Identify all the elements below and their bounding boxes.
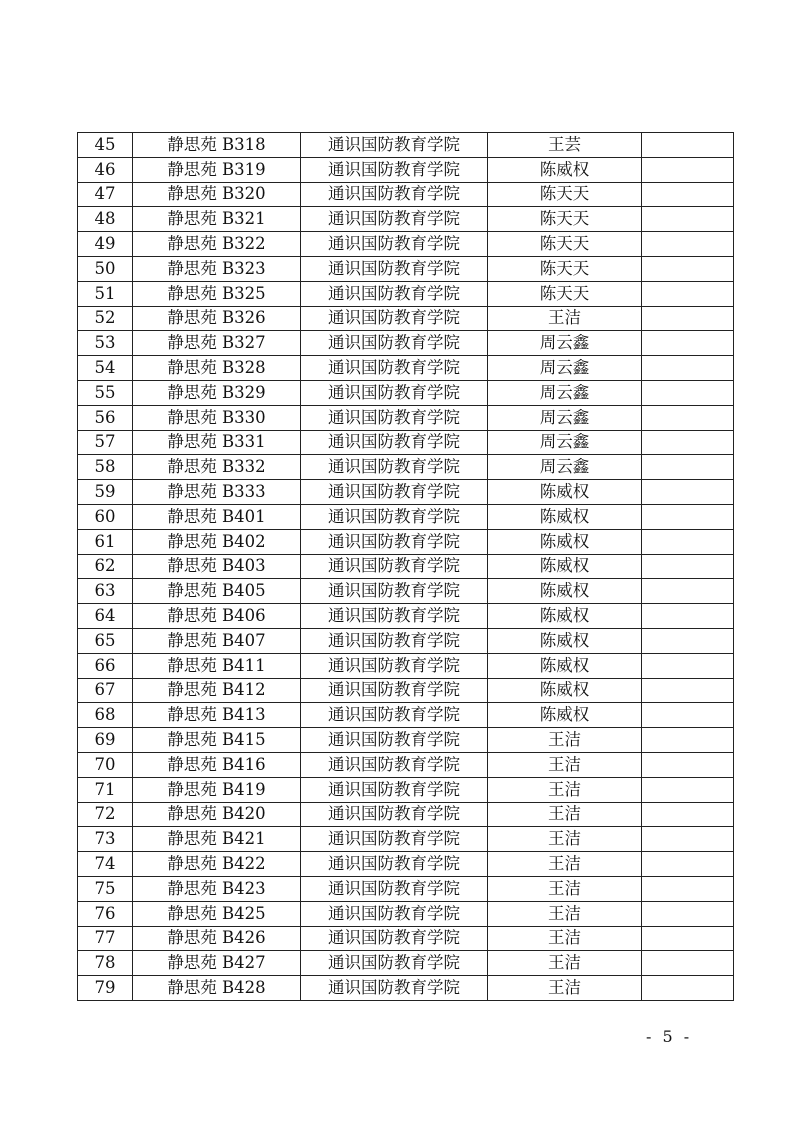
- table-row: [78, 827, 734, 852]
- college-cell: 通识国防教育学院: [301, 480, 488, 505]
- room-cell: 静思苑 B325: [133, 281, 301, 306]
- table-row: [78, 728, 734, 753]
- row-number-cell: 65: [78, 628, 133, 653]
- college-cell: 通识国防教育学院: [301, 777, 488, 802]
- note-cell: [642, 752, 734, 777]
- room-cell: 静思苑 B420: [133, 802, 301, 827]
- table-row: [78, 777, 734, 802]
- college-cell: 通识国防教育学院: [301, 504, 488, 529]
- room-cell: 静思苑 B422: [133, 852, 301, 877]
- row-number-cell: 73: [78, 827, 133, 852]
- room-cell: 静思苑 B318: [133, 133, 301, 158]
- name-cell: 周云鑫: [488, 405, 642, 430]
- room-cell: 静思苑 B329: [133, 380, 301, 405]
- row-number-cell: 79: [78, 976, 133, 1001]
- name-cell: 王芸: [488, 133, 642, 158]
- row-number-cell: 58: [78, 455, 133, 480]
- college-cell: 通识国防教育学院: [301, 604, 488, 629]
- name-cell: 周云鑫: [488, 455, 642, 480]
- room-cell: 静思苑 B405: [133, 579, 301, 604]
- row-number-cell: 60: [78, 504, 133, 529]
- college-cell: 通识国防教育学院: [301, 976, 488, 1001]
- college-cell: 通识国防教育学院: [301, 380, 488, 405]
- note-cell: [642, 554, 734, 579]
- name-cell: 王洁: [488, 852, 642, 877]
- note-cell: [642, 976, 734, 1001]
- row-number-cell: 74: [78, 852, 133, 877]
- table-row: [78, 876, 734, 901]
- row-number-cell: 54: [78, 356, 133, 381]
- table-row: [78, 802, 734, 827]
- note-cell: [642, 232, 734, 257]
- room-cell: 静思苑 B416: [133, 752, 301, 777]
- name-cell: 陈威权: [488, 554, 642, 579]
- name-cell: 陈威权: [488, 628, 642, 653]
- note-cell: [642, 901, 734, 926]
- table-row: [78, 579, 734, 604]
- row-number-cell: 52: [78, 306, 133, 331]
- row-number-cell: 67: [78, 678, 133, 703]
- room-cell: 静思苑 B413: [133, 703, 301, 728]
- note-cell: [642, 604, 734, 629]
- row-number-cell: 51: [78, 281, 133, 306]
- note-cell: [642, 430, 734, 455]
- table-row: [78, 926, 734, 951]
- row-number-cell: 71: [78, 777, 133, 802]
- note-cell: [642, 951, 734, 976]
- college-cell: 通识国防教育学院: [301, 926, 488, 951]
- note-cell: [642, 380, 734, 405]
- row-number-cell: 46: [78, 157, 133, 182]
- name-cell: 王洁: [488, 951, 642, 976]
- name-cell: 陈天天: [488, 207, 642, 232]
- name-cell: 王洁: [488, 777, 642, 802]
- row-number-cell: 68: [78, 703, 133, 728]
- room-cell: 静思苑 B423: [133, 876, 301, 901]
- row-number-cell: 70: [78, 752, 133, 777]
- name-cell: 陈威权: [488, 157, 642, 182]
- name-cell: 王洁: [488, 876, 642, 901]
- name-cell: 王洁: [488, 802, 642, 827]
- room-cell: 静思苑 B330: [133, 405, 301, 430]
- row-number-cell: 64: [78, 604, 133, 629]
- college-cell: 通识国防教育学院: [301, 207, 488, 232]
- name-cell: 陈威权: [488, 504, 642, 529]
- room-cell: 静思苑 B333: [133, 480, 301, 505]
- room-cell: 静思苑 B328: [133, 356, 301, 381]
- row-number-cell: 48: [78, 207, 133, 232]
- note-cell: [642, 728, 734, 753]
- college-cell: 通识国防教育学院: [301, 554, 488, 579]
- name-cell: 王洁: [488, 306, 642, 331]
- row-number-cell: 49: [78, 232, 133, 257]
- college-cell: 通识国防教育学院: [301, 876, 488, 901]
- name-cell: 王洁: [488, 827, 642, 852]
- college-cell: 通识国防教育学院: [301, 281, 488, 306]
- table-row: [78, 455, 734, 480]
- table-row: [78, 504, 734, 529]
- table-row: [78, 480, 734, 505]
- name-cell: 陈威权: [488, 529, 642, 554]
- college-cell: 通识国防教育学院: [301, 405, 488, 430]
- note-cell: [642, 157, 734, 182]
- college-cell: 通识国防教育学院: [301, 728, 488, 753]
- table-row: [78, 678, 734, 703]
- table-row: [78, 405, 734, 430]
- row-number-cell: 72: [78, 802, 133, 827]
- name-cell: 周云鑫: [488, 331, 642, 356]
- note-cell: [642, 852, 734, 877]
- college-cell: 通识国防教育学院: [301, 628, 488, 653]
- room-cell: 静思苑 B331: [133, 430, 301, 455]
- row-number-cell: 47: [78, 182, 133, 207]
- name-cell: 陈天天: [488, 256, 642, 281]
- room-cell: 静思苑 B411: [133, 653, 301, 678]
- room-cell: 静思苑 B419: [133, 777, 301, 802]
- table-row: [78, 356, 734, 381]
- name-cell: 陈天天: [488, 281, 642, 306]
- table-row: [78, 951, 734, 976]
- dormitory-table-body: [78, 133, 734, 1001]
- room-cell: 静思苑 B428: [133, 976, 301, 1001]
- college-cell: 通识国防教育学院: [301, 455, 488, 480]
- room-cell: 静思苑 B406: [133, 604, 301, 629]
- college-cell: 通识国防教育学院: [301, 133, 488, 158]
- college-cell: 通识国防教育学院: [301, 579, 488, 604]
- room-cell: 静思苑 B401: [133, 504, 301, 529]
- row-number-cell: 61: [78, 529, 133, 554]
- table-row: [78, 380, 734, 405]
- college-cell: 通识国防教育学院: [301, 256, 488, 281]
- row-number-cell: 50: [78, 256, 133, 281]
- note-cell: [642, 207, 734, 232]
- room-cell: 静思苑 B323: [133, 256, 301, 281]
- table-row: [78, 852, 734, 877]
- college-cell: 通识国防教育学院: [301, 802, 488, 827]
- name-cell: 陈威权: [488, 480, 642, 505]
- room-cell: 静思苑 B327: [133, 331, 301, 356]
- name-cell: 陈威权: [488, 678, 642, 703]
- room-cell: 静思苑 B425: [133, 901, 301, 926]
- room-cell: 静思苑 B426: [133, 926, 301, 951]
- row-number-cell: 69: [78, 728, 133, 753]
- row-number-cell: 78: [78, 951, 133, 976]
- row-number-cell: 63: [78, 579, 133, 604]
- room-cell: 静思苑 B319: [133, 157, 301, 182]
- note-cell: [642, 876, 734, 901]
- table-row: [78, 529, 734, 554]
- college-cell: 通识国防教育学院: [301, 901, 488, 926]
- name-cell: 陈天天: [488, 182, 642, 207]
- table-row: [78, 604, 734, 629]
- room-cell: 静思苑 B412: [133, 678, 301, 703]
- note-cell: [642, 256, 734, 281]
- college-cell: 通识国防教育学院: [301, 653, 488, 678]
- table-row: [78, 232, 734, 257]
- table-row: [78, 752, 734, 777]
- note-cell: [642, 678, 734, 703]
- college-cell: 通识国防教育学院: [301, 430, 488, 455]
- name-cell: 周云鑫: [488, 380, 642, 405]
- row-number-cell: 57: [78, 430, 133, 455]
- table-row: [78, 554, 734, 579]
- college-cell: 通识国防教育学院: [301, 703, 488, 728]
- table-row: [78, 207, 734, 232]
- table-row: [78, 703, 734, 728]
- note-cell: [642, 653, 734, 678]
- note-cell: [642, 331, 734, 356]
- row-number-cell: 75: [78, 876, 133, 901]
- college-cell: 通识国防教育学院: [301, 827, 488, 852]
- note-cell: [642, 455, 734, 480]
- name-cell: 陈威权: [488, 604, 642, 629]
- room-cell: 静思苑 B322: [133, 232, 301, 257]
- table-row: [78, 133, 734, 158]
- name-cell: 王洁: [488, 926, 642, 951]
- note-cell: [642, 133, 734, 158]
- table-row: [78, 901, 734, 926]
- note-cell: [642, 306, 734, 331]
- row-number-cell: 53: [78, 331, 133, 356]
- note-cell: [642, 703, 734, 728]
- college-cell: 通识国防教育学院: [301, 678, 488, 703]
- note-cell: [642, 529, 734, 554]
- room-cell: 静思苑 B332: [133, 455, 301, 480]
- dormitory-table: [77, 132, 734, 1001]
- table-row: [78, 281, 734, 306]
- name-cell: 周云鑫: [488, 356, 642, 381]
- note-cell: [642, 405, 734, 430]
- row-number-cell: 56: [78, 405, 133, 430]
- note-cell: [642, 504, 734, 529]
- note-cell: [642, 281, 734, 306]
- college-cell: 通识国防教育学院: [301, 951, 488, 976]
- room-cell: 静思苑 B403: [133, 554, 301, 579]
- note-cell: [642, 827, 734, 852]
- note-cell: [642, 182, 734, 207]
- room-cell: 静思苑 B415: [133, 728, 301, 753]
- name-cell: 周云鑫: [488, 430, 642, 455]
- table-row: [78, 628, 734, 653]
- name-cell: 王洁: [488, 752, 642, 777]
- room-cell: 静思苑 B427: [133, 951, 301, 976]
- room-cell: 静思苑 B320: [133, 182, 301, 207]
- table-row: [78, 653, 734, 678]
- college-cell: 通识国防教育学院: [301, 529, 488, 554]
- row-number-cell: 55: [78, 380, 133, 405]
- table-row: [78, 256, 734, 281]
- table-row: [78, 976, 734, 1001]
- room-cell: 静思苑 B321: [133, 207, 301, 232]
- note-cell: [642, 480, 734, 505]
- row-number-cell: 77: [78, 926, 133, 951]
- room-cell: 静思苑 B402: [133, 529, 301, 554]
- name-cell: 陈威权: [488, 703, 642, 728]
- college-cell: 通识国防教育学院: [301, 331, 488, 356]
- name-cell: 王洁: [488, 901, 642, 926]
- row-number-cell: 59: [78, 480, 133, 505]
- college-cell: 通识国防教育学院: [301, 852, 488, 877]
- note-cell: [642, 628, 734, 653]
- row-number-cell: 62: [78, 554, 133, 579]
- college-cell: 通识国防教育学院: [301, 232, 488, 257]
- table-row: [78, 331, 734, 356]
- table-row: [78, 157, 734, 182]
- college-cell: 通识国防教育学院: [301, 182, 488, 207]
- college-cell: 通识国防教育学院: [301, 157, 488, 182]
- note-cell: [642, 777, 734, 802]
- room-cell: 静思苑 B326: [133, 306, 301, 331]
- row-number-cell: 66: [78, 653, 133, 678]
- college-cell: 通识国防教育学院: [301, 752, 488, 777]
- note-cell: [642, 926, 734, 951]
- page-number: - 5 -: [646, 1027, 693, 1046]
- table-row: [78, 430, 734, 455]
- college-cell: 通识国防教育学院: [301, 356, 488, 381]
- room-cell: 静思苑 B421: [133, 827, 301, 852]
- name-cell: 王洁: [488, 728, 642, 753]
- name-cell: 陈天天: [488, 232, 642, 257]
- note-cell: [642, 802, 734, 827]
- table-row: [78, 306, 734, 331]
- note-cell: [642, 579, 734, 604]
- room-cell: 静思苑 B407: [133, 628, 301, 653]
- row-number-cell: 76: [78, 901, 133, 926]
- name-cell: 王洁: [488, 976, 642, 1001]
- name-cell: 陈威权: [488, 653, 642, 678]
- name-cell: 陈威权: [488, 579, 642, 604]
- row-number-cell: 45: [78, 133, 133, 158]
- college-cell: 通识国防教育学院: [301, 306, 488, 331]
- note-cell: [642, 356, 734, 381]
- table-row: [78, 182, 734, 207]
